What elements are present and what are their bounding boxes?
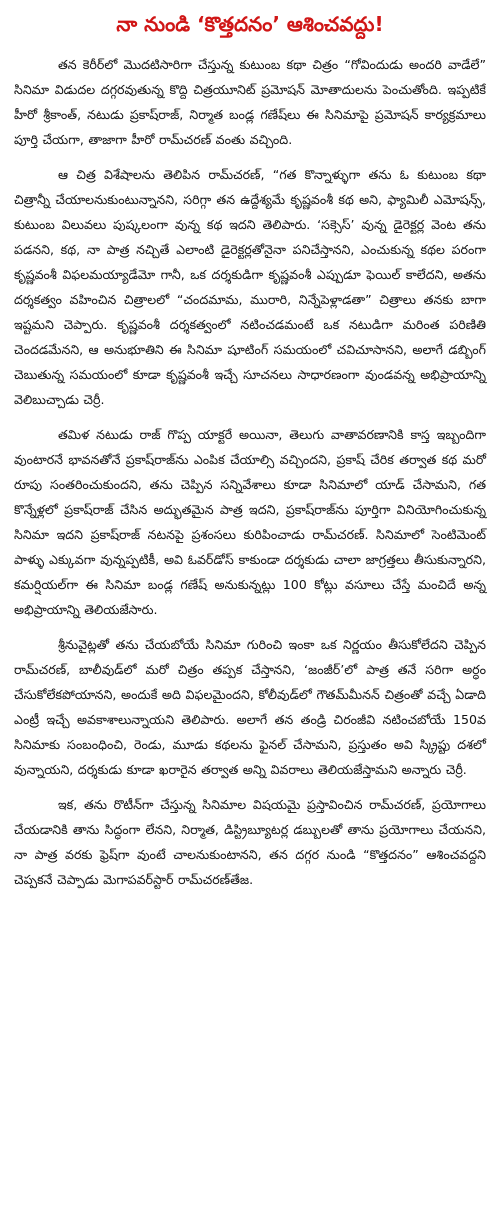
paragraph-1: తన కెరీర్‌లో మొదటిసారిగా చేస్తున్న కుటుంబ కథా చిత్రం “గోవిందుడు అందరి వాడేలే” సినిమా విడుదల దగ్గరవుతున్న కొద్ది చిత్రయూనిట్ ప్రమోషన్ మోతాదులను పెంచుతోంది. ఇప్పటికే హీరో శ్రీకాంత్, నటుడు ప్రకాష్‌రాజ్, నిర్మాత బండ్ల గణేష్‌లు ఈ సినిమాపై ప్రమోషన్ కార్యక్రమాలు పూర్తి చేయగా, తాజాగా హీరో రామ్‌చరణ్ వంతు వచ్చింది. (14, 57, 486, 147)
paragraph-2: ఆ చిత్ర విశేషాలను తెలిపిన రామ్‌చరణ్, “గత కొన్నాళ్ళుగా తను ఓ కుటుంబ కథా చిత్రాన్నీ చేయాలనుకుంటున్నానని, సరిగ్గా తన ఉద్దేశ్యమే కృష్ణవంశీ కథ అని, ఫ్యామిలీ ఎమోషన్స్, కుటుంబ విలువలు పుష్కలంగా వున్న కథ ఇదని తెలిపారు. ‘సక్సెస్’ వున్న డైరెక్టర్ల వెంట తను పడనని, కథ, నా పాత్ర నచ్చితే ఎలాంటి డైరెక్టర్లతోనైనా పనిచేస్తానని, ఎంచుకున్న కథల పరంగా కృష్ణవంశీ విఫలమయ్యాడేమో గానీ, ఒక దర్శకుడిగా కృష్ణవంశీ ఎప్పుడూ ఫెయిల్ కాలేదని, అతను దర్శకత్వం వహించిన చిత్రాలలో “చందమామ, మురారి, నిన్నేపెళ్లాడతా” చిత్రాలు తనకు బాగా ఇష్టమని చెప్పారు. కృష్ణవంశీ దర్శకత్వంలో నటించడమంటే ఒక నటుడిగా మరింత పరిణితి చెందడమేనని, ఆ అనుభూతిని ఈ సినిమా షూటింగ్ సమయంలో చవిచూసానని, అలాగే డబ్బింగ్ చెబుతున్న సమయంలో కూడా కృష్ణవంశీ ఇచ్చే సూచనలు సాధారణంగా వుండవన్న అభిప్రాయాన్ని వెలిబుచ్చాడు చెర్రీ. (14, 167, 486, 407)
headline: నా నుండి ‘కొత్తదనం’ ఆశించవద్దు! (116, 12, 384, 36)
paragraph-4: శ్రీనువైట్లతో తను చేయబోయే సినిమా గురించి ఇంకా ఒక నిర్ణయం తీసుకోలేదని చెప్పిన రామ్‌చరణ్, బాలీవుడ్‌లో మరో చిత్రం తప్పక చేస్తానని, ‘జంజీర్’లో పాత్ర తనే సరిగా అర్ధం చేసుకోలేకపోయానని, అందుకే అది విఫలమైందని, కోలీవుడ్‌లో గౌతమ్‌మీనన్ చిత్రంతో వచ్చే ఏడాది ఎంట్రీ ఇచ్చే అవకాశాలున్నాయని తెలిపారు. అలాగే తన తండ్రి చిరంజీవి నటించబోయే 150వ సినిమాకు సంబంధించి, రెండు, మూడు కథలను ఫైనల్ చేసామని, ప్రస్తుతం అవి స్క్రిప్టు దశలో వున్నాయని, దర్శకుడు కూడా ఖరారైన తర్వాత అన్ని వివరాలు తెలియజేస్తామని అన్నారు చెర్రీ. (14, 637, 486, 777)
article-body (14, 52, 486, 892)
paragraph-5: ఇక, తను రొటీన్‌గా చేస్తున్న సినిమాల విషయమై ప్రస్తావించిన రామ్‌చరణ్, ప్రయోగాలు చేయడానికి తాను సిద్ధంగా లేనని, నిర్మాత, డిస్ట్రిబ్యూటర్ల డబ్బులతో తాను ప్రయోగాలు చేయనని, నా పాత్ర వరకు ఫ్రెష్‌గా వుంటే చాలనుకుంటానని, తన దగ్గర నుండి “కొత్తదనం” ఆశించవద్దని చెప్పకనే చెప్పాడు మెగాపవర్‌స్టార్ రామ్‌చరణ్‌తేజ. (14, 797, 486, 887)
paragraph-3: తమిళ నటుడు రాజ్ గొప్ప యాక్టరే అయినా, తెలుగు వాతావరణానికి కాస్త ఇబ్బందిగా వుంటారనే భావనతోనే ప్రకాష్‌రాజ్‌ను ఎంపిక చేయాల్సి వచ్చిందని, ప్రకాష్ చేరిక తర్వాత కథ మరో రూపు సంతరించుకుందని, తను చెప్పిన సన్నివేశాలు కూడా సినిమాలో యాడ్ చేసామని, గత కొన్నేళ్లలో ప్రకాష్‌రాజ్ చేసిన అద్భుతమైన పాత్ర ఇదని, ప్రకాష్‌రాజ్‌ను పూర్తిగా వినియోగించుకున్న సినిమా ఇదని ప్రకాష్‌రాజ్ నటనపై ప్రశంసలు కురిపించాడు రామ్‌చరణ్. సినిమాలో సెంటిమెంట్ పాళ్ళు ఎక్కువగా వున్నప్పటికీ, అవి ఓవర్‌డోస్ కాకుండా దర్శకుడు చాలా జాగ్రత్తలు తీసుకున్నారని, కమర్షియల్‌గా ఈ సినిమా బండ్ల గణేష్ అనుకున్నట్లు 100 కోట్లు వసూలు చేస్తే మంచిదే అన్న అభిప్రాయాన్ని తెలియజేసారు. (14, 427, 486, 617)
